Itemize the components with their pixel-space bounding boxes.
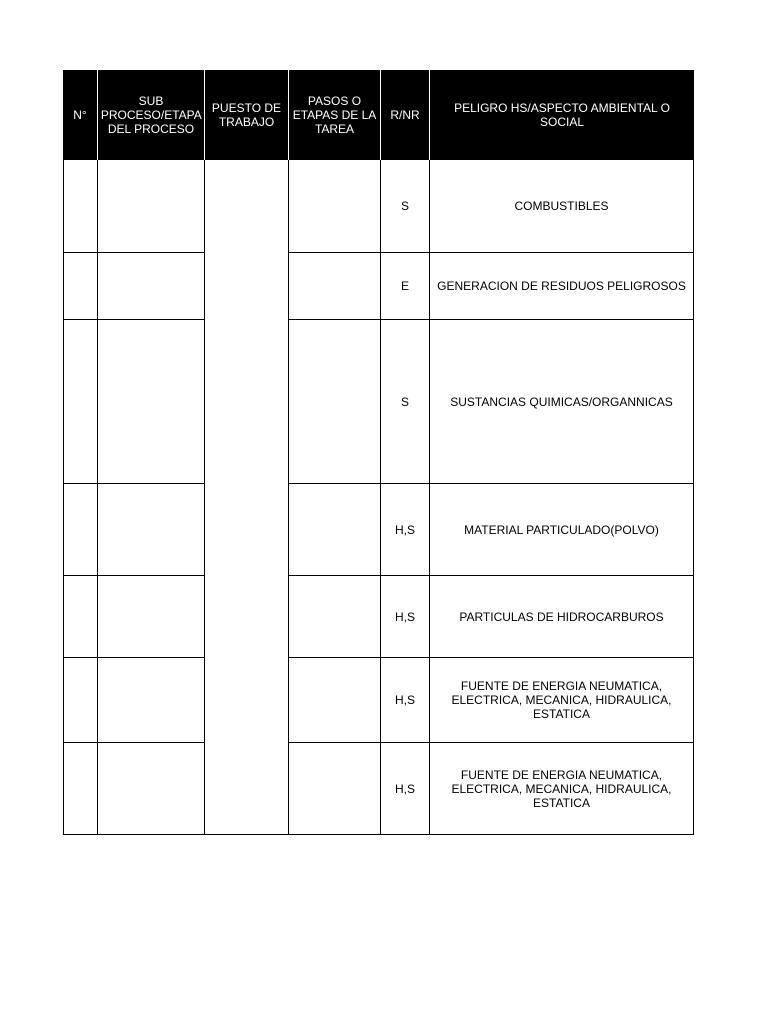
cell-rnr[interactable]: S xyxy=(381,160,430,253)
header-puesto: PUESTO DE TRABAJO xyxy=(205,70,289,160)
cell-peligro[interactable]: GENERACION DE RESIDUOS PELIGROSOS xyxy=(430,253,694,320)
cell-peligro[interactable]: FUENTE DE ENERGIA NEUMATICA, ELECTRICA, MECANICA, HIDRAULICA, ESTATICA xyxy=(430,743,694,835)
cell-num[interactable] xyxy=(63,576,98,658)
header-peligro: PELIGRO HS/ASPECTO AMBIENTAL O SOCIAL xyxy=(430,70,694,160)
cell-rnr[interactable]: H,S xyxy=(381,576,430,658)
cell-pasos[interactable] xyxy=(289,743,381,835)
cell-pasos[interactable] xyxy=(289,484,381,576)
cell-subproceso[interactable] xyxy=(98,576,205,658)
cell-rnr[interactable]: E xyxy=(381,253,430,320)
header-num: N° xyxy=(63,70,98,160)
cell-num[interactable] xyxy=(63,160,98,253)
hazard-table xyxy=(63,70,694,835)
cell-num[interactable] xyxy=(63,253,98,320)
cell-peligro[interactable]: MATERIAL PARTICULADO(POLVO) xyxy=(430,484,694,576)
cell-num[interactable] xyxy=(63,484,98,576)
cell-subproceso[interactable] xyxy=(98,743,205,835)
cell-rnr[interactable]: H,S xyxy=(381,743,430,835)
header-pasos: PASOS O ETAPAS DE LA TAREA xyxy=(289,70,381,160)
cell-rnr[interactable]: H,S xyxy=(381,658,430,743)
hazard-table-grid xyxy=(63,70,694,835)
cell-peligro[interactable]: SUSTANCIAS QUIMICAS/ORGANNICAS xyxy=(430,320,694,484)
cell-pasos[interactable] xyxy=(289,658,381,743)
cell-num[interactable] xyxy=(63,658,98,743)
cell-peligro[interactable]: COMBUSTIBLES xyxy=(430,160,694,253)
cell-subproceso[interactable] xyxy=(98,658,205,743)
cell-pasos[interactable] xyxy=(289,160,381,253)
header-subproceso: SUB PROCESO/ETAPA DEL PROCESO xyxy=(98,70,205,160)
cell-pasos[interactable] xyxy=(289,253,381,320)
cell-num[interactable] xyxy=(63,320,98,484)
cell-pasos[interactable] xyxy=(289,320,381,484)
cell-peligro[interactable]: PARTICULAS DE HIDROCARBUROS xyxy=(430,576,694,658)
cell-subproceso[interactable] xyxy=(98,484,205,576)
cell-subproceso[interactable] xyxy=(98,160,205,253)
cell-rnr[interactable]: H,S xyxy=(381,484,430,576)
cell-num[interactable] xyxy=(63,743,98,835)
puesto-merged-cell[interactable] xyxy=(205,160,289,835)
cell-rnr[interactable]: S xyxy=(381,320,430,484)
cell-pasos[interactable] xyxy=(289,576,381,658)
cell-subproceso[interactable] xyxy=(98,320,205,484)
header-rnr: R/NR xyxy=(381,70,430,160)
cell-subproceso[interactable] xyxy=(98,253,205,320)
cell-peligro[interactable]: FUENTE DE ENERGIA NEUMATICA, ELECTRICA, MECANICA, HIDRAULICA, ESTATICA xyxy=(430,658,694,743)
